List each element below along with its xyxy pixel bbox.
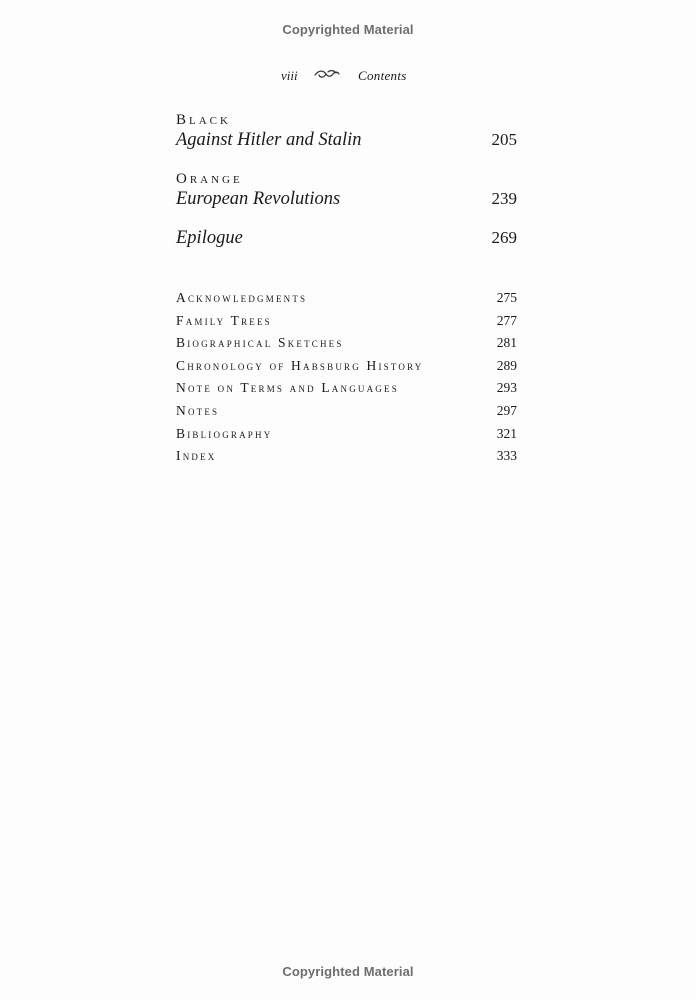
- toc-part-black: [176, 112, 517, 152]
- page-ref: 293: [496, 380, 517, 396]
- entry-title: Acknowledgments: [176, 290, 308, 305]
- page-ref: 333: [496, 448, 517, 464]
- entry-title: Notes: [176, 403, 220, 418]
- part-title: Against Hitler and Stalin: [176, 130, 362, 150]
- toc-part-orange: [176, 171, 517, 211]
- page-ref: 281: [496, 335, 517, 351]
- page-ref: 205: [491, 130, 517, 149]
- part-label: Black: [176, 112, 231, 128]
- page-ref: 321: [496, 425, 517, 441]
- back-matter-entry: [176, 357, 517, 375]
- back-matter-entry: [176, 425, 517, 443]
- back-matter-entry: [176, 379, 517, 397]
- toc-epilogue: [176, 226, 517, 250]
- entry-title: Biographical Sketches: [176, 335, 344, 351]
- toc-entry: [176, 187, 517, 211]
- back-matter-entry: [176, 312, 517, 330]
- back-matter-entry: [176, 402, 517, 420]
- back-matter-entry: [176, 289, 517, 307]
- page-ref: 277: [496, 312, 517, 328]
- entry-title: Bibliography: [176, 425, 273, 441]
- page-ref: 275: [496, 290, 517, 305]
- entry-title: Family Trees: [176, 312, 272, 328]
- page-number: viii: [281, 68, 298, 83]
- entry-title: Index: [176, 448, 217, 464]
- back-matter-entry: [176, 447, 517, 465]
- part-label: Orange: [176, 171, 243, 187]
- toc-entry: [176, 226, 517, 250]
- fleuron-icon: [314, 67, 340, 81]
- page-ref: 269: [491, 228, 517, 247]
- entry-title: Note on Terms and Languages: [176, 380, 399, 396]
- part-title: Epilogue: [176, 228, 243, 248]
- toc-entry: [176, 128, 517, 152]
- page-ref: 289: [496, 357, 517, 373]
- part-title: European Revolutions: [176, 189, 341, 209]
- page-ref: 239: [491, 189, 517, 208]
- entry-title: Chronology of Habsburg History: [176, 357, 424, 373]
- copyright-watermark-bottom: Copyrighted Material: [282, 964, 414, 979]
- page-ref: 297: [496, 403, 517, 418]
- back-matter-entry: [176, 334, 517, 352]
- running-head-title: Contents: [358, 68, 407, 83]
- copyright-watermark-top: Copyrighted Material: [282, 22, 414, 37]
